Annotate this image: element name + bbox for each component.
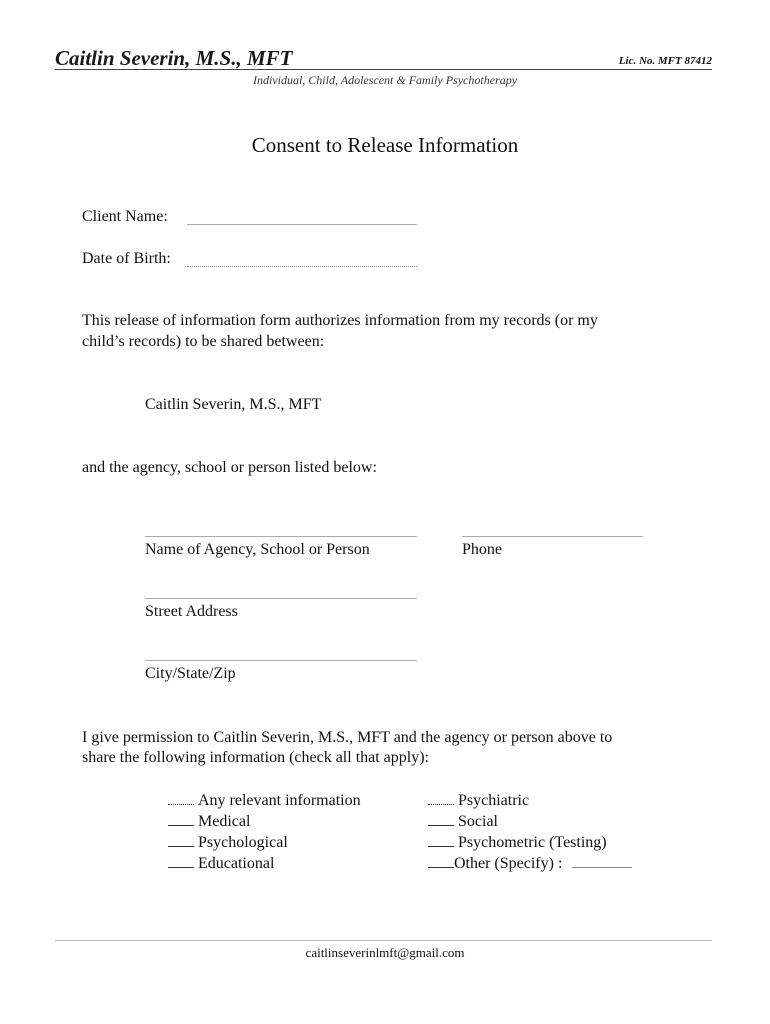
client-name-underline	[187, 224, 417, 225]
authorization-text-line2: child’s records) to be shared between:	[82, 333, 325, 350]
phone-label: Phone	[462, 541, 502, 558]
checklist-item	[428, 853, 636, 874]
psychometric-checkbox[interactable]	[428, 832, 454, 847]
permission-text-line2: share the following information (check all that apply):	[82, 749, 429, 766]
provider-name-heading: Caitlin Severin, M.S., MFT	[55, 46, 293, 70]
dob-underline	[187, 266, 417, 267]
street-address-label: Street Address	[145, 603, 238, 620]
other-specify-field[interactable]	[572, 853, 632, 868]
checklist-left	[168, 790, 361, 874]
checklist-label: Any relevant information	[198, 792, 361, 809]
agency-name-label: Name of Agency, School or Person	[145, 541, 370, 558]
medical-checkbox[interactable]	[168, 811, 194, 826]
dob-label: Date of Birth:	[82, 250, 171, 267]
dob-field[interactable]	[187, 246, 417, 266]
agency-intro-text: and the agency, school or person listed below:	[82, 459, 377, 476]
checklist-label: Social	[458, 813, 498, 830]
city-state-zip-field[interactable]	[145, 660, 417, 661]
client-name-label: Client Name:	[82, 208, 168, 225]
checklist-item	[428, 832, 636, 853]
permission-text-line1: I give permission to Caitlin Severin, M.S., MFT and the agency or person above to	[82, 729, 613, 746]
street-address-field[interactable]	[145, 598, 417, 599]
any-relevant-checkbox[interactable]	[168, 790, 194, 805]
psychological-checkbox[interactable]	[168, 832, 194, 847]
checklist-label: Medical	[198, 813, 251, 830]
practice-subtitle: Individual, Child, Adolescent & Family Psychotherapy	[252, 73, 518, 87]
provider-name: Caitlin Severin, M.S., MFT	[145, 396, 322, 413]
checklist-label: Educational	[198, 855, 275, 872]
checklist-item	[168, 853, 361, 874]
footer-divider	[55, 940, 712, 941]
checklist-label: Psychiatric	[458, 792, 530, 809]
agency-name-field[interactable]	[145, 536, 417, 537]
client-name-field[interactable]	[187, 204, 417, 224]
social-checkbox[interactable]	[428, 811, 454, 826]
other-checkbox[interactable]	[428, 853, 454, 868]
city-state-zip-label: City/State/Zip	[145, 665, 236, 682]
phone-field[interactable]	[462, 536, 643, 537]
checklist-right	[428, 790, 636, 874]
form-title: Consent to Release Information	[251, 133, 519, 157]
footer-email: caitlinseverinlmft@gmail.com	[305, 945, 465, 960]
checklist-item	[168, 811, 361, 832]
checklist-item	[168, 790, 361, 811]
checklist-label: Other (Specify) :	[454, 855, 563, 872]
educational-checkbox[interactable]	[168, 853, 194, 868]
header-divider	[55, 69, 712, 70]
psychiatric-checkbox[interactable]	[428, 790, 454, 805]
authorization-text-line1: This release of information form authorizes information from my records (or my	[82, 312, 598, 329]
checklist-item	[168, 832, 361, 853]
checklist-label: Psychological	[198, 834, 288, 851]
license-number: Lic. No. MFT 87412	[618, 55, 712, 67]
checklist-item	[428, 790, 636, 811]
checklist-item	[428, 811, 636, 832]
checklist-label: Psychometric (Testing)	[458, 834, 607, 851]
